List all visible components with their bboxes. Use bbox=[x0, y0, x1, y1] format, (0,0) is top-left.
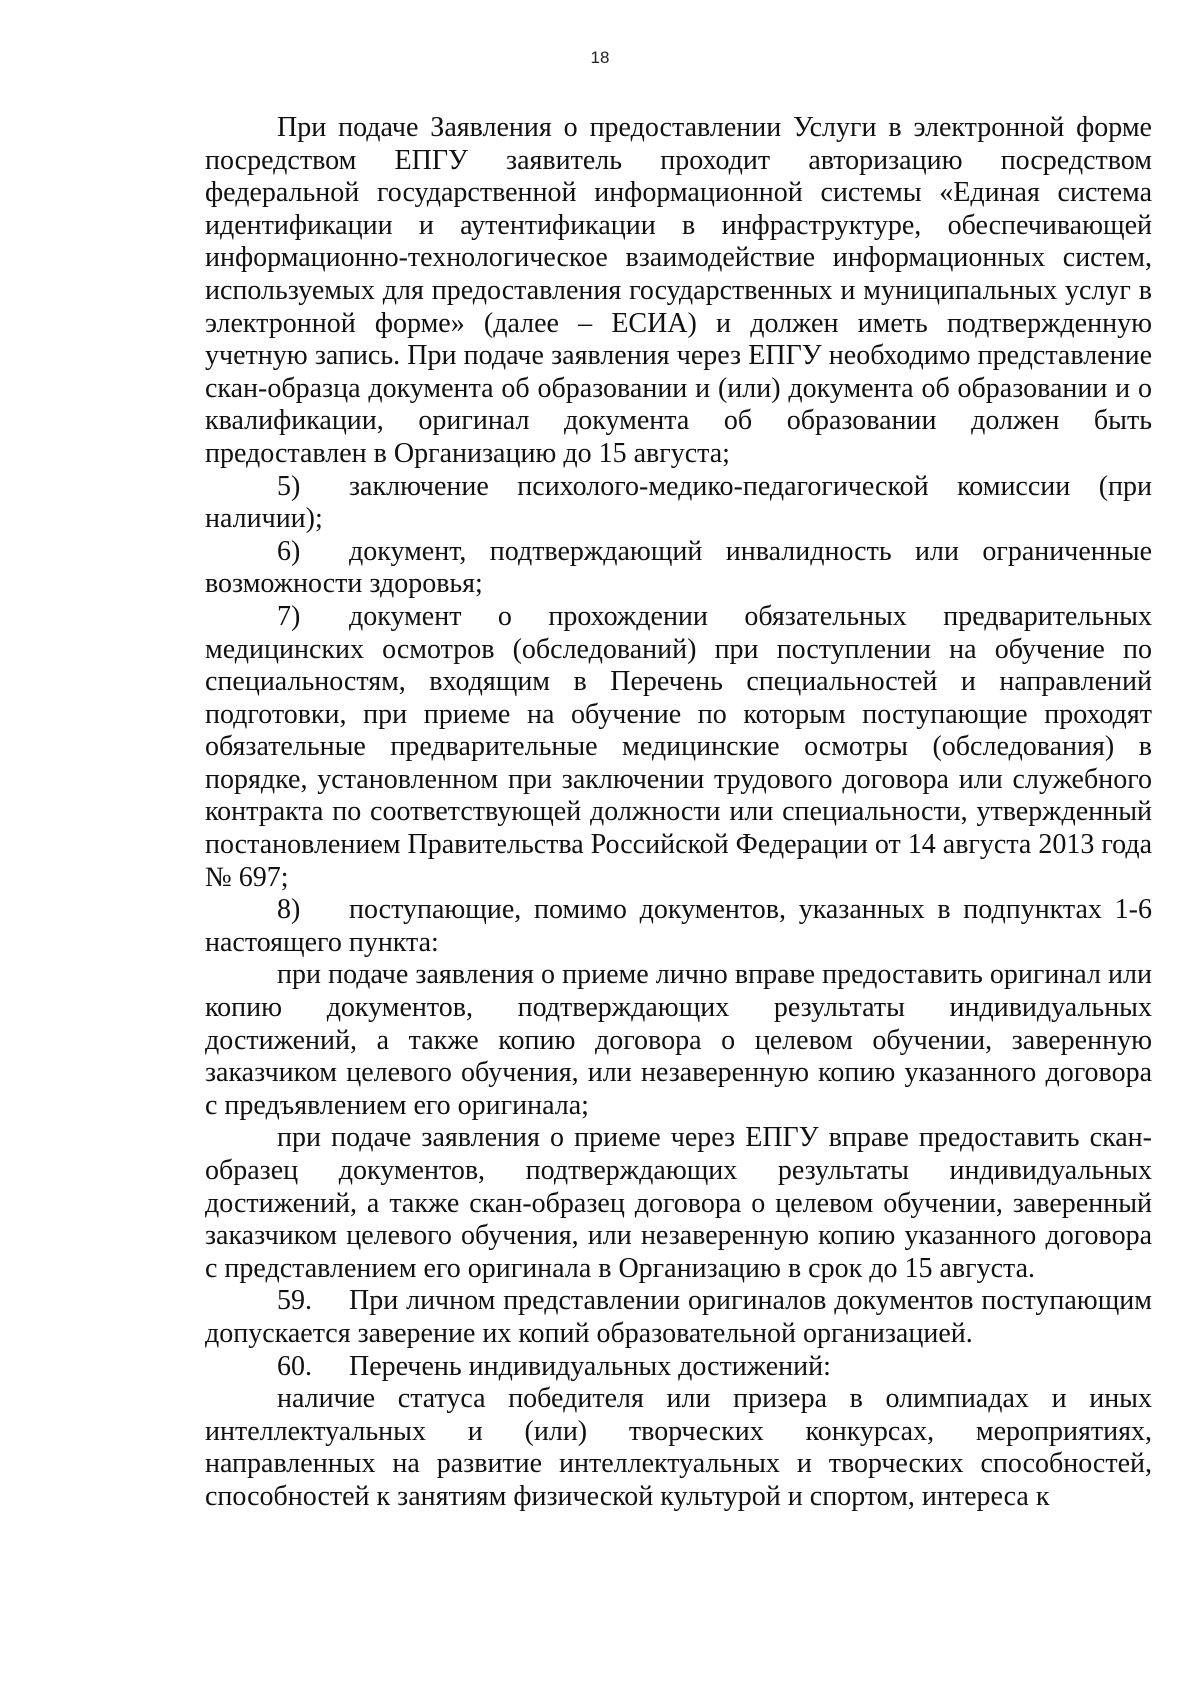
list-item-number: 6) bbox=[277, 535, 301, 567]
clause-59 bbox=[205, 1285, 1152, 1350]
clause-number: 59. bbox=[277, 1285, 312, 1317]
paragraph-epgu-submission bbox=[205, 1122, 1152, 1285]
clause-text: При личном представлении оригиналов документов поступающим допускается заверение их копий образовательной организацией. bbox=[205, 1285, 1152, 1349]
paragraph-personal-submission bbox=[205, 959, 1152, 1122]
paragraph-text: при подаче заявления о приеме лично вправе предоставить оригинал или копию документов, подтверждающих результаты индивидуальных достижений, а также копию договора о целевом обучении, заверенную заказчиком целевого обучения, или незаверенную копию указанного договора с предъявлением его оригинала; bbox=[205, 959, 1152, 1121]
page-number: 18 bbox=[590, 48, 610, 67]
paragraph-text: При подаче Заявления о предоставлении Услуги в электронной форме посредством ЕПГУ заявитель проходит авторизацию посредством федеральной государственной информационной системы «Единая система идентификации и аутентификации в инфраструктуре, обеспечивающей информационно-технологическое взаимодействие информационных систем, используемых для предоставления государственных и муниципальных услуг в электронной форме» (далее – ЕСИА) и должен иметь подтвержденную учетную запись. При подаче заявления через ЕПГУ необходимо представление скан-образца документа об образовании и (или) документа об образовании и о квалификации, оригинал документа об образовании должен быть предоставлен в Организацию до 15 августа; bbox=[205, 112, 1152, 469]
list-item-text: заключение психолого-медико-педагогической комиссии (при наличии); bbox=[205, 470, 1152, 535]
document-body bbox=[205, 112, 1152, 1514]
list-item-6 bbox=[205, 536, 1152, 601]
clause-60 bbox=[205, 1351, 1152, 1384]
list-item-number: 8) bbox=[277, 894, 301, 926]
paragraph-esia-authorization bbox=[205, 112, 1152, 471]
list-item-text: документ, подтверждающий инвалидность или ограниченные возможности здоровья; bbox=[205, 535, 1152, 600]
clause-text: Перечень индивидуальных достижений: bbox=[349, 1350, 831, 1382]
list-item-number: 5) bbox=[277, 470, 301, 502]
list-item-number: 7) bbox=[277, 600, 301, 632]
paragraph-text: наличие статуса победителя или призера в олимпиадах и иных интеллектуальных и (или) творческих конкурсах, мероприятиях, направленных на развитие интеллектуальных и творческих способностей, способностей к занятиям физической культурой и спортом, интереса к bbox=[205, 1383, 1152, 1512]
list-item-5 bbox=[205, 471, 1152, 536]
list-item-8 bbox=[205, 894, 1152, 959]
list-item-text: документ о прохождении обязательных предварительных медицинских осмотров (обследований) при поступлении на обучение по специальностям, входящим в Перечень специальностей и направлений подготовки, при приеме на обучение по которым поступающие проходят обязательные предварительные медицинские осмотры (обследования) в порядке, установленном при заключении трудового договора или служебного контракта по соответствующей должности или специальности, утвержденный постановлением Правительства Российской Федерации от 14 августа 2013 года № 697; bbox=[205, 600, 1152, 893]
list-item-7 bbox=[205, 601, 1152, 894]
paragraph-olympiad-status bbox=[205, 1383, 1152, 1513]
list-item-text: поступающие, помимо документов, указанных в подпунктах 1-6 настоящего пункта: bbox=[205, 894, 1152, 958]
paragraph-text: при подаче заявления о приеме через ЕПГУ вправе предоставить скан-образец документов, подтверждающих результаты индивидуальных достижений, а также скан-образец договора о целевом обучении, заверенный заказчиком целевого обучения, или незаверенную копию указанного договора с представлением его оригинала в Организацию в срок до 15 августа. bbox=[205, 1122, 1152, 1284]
clause-number: 60. bbox=[277, 1350, 312, 1382]
